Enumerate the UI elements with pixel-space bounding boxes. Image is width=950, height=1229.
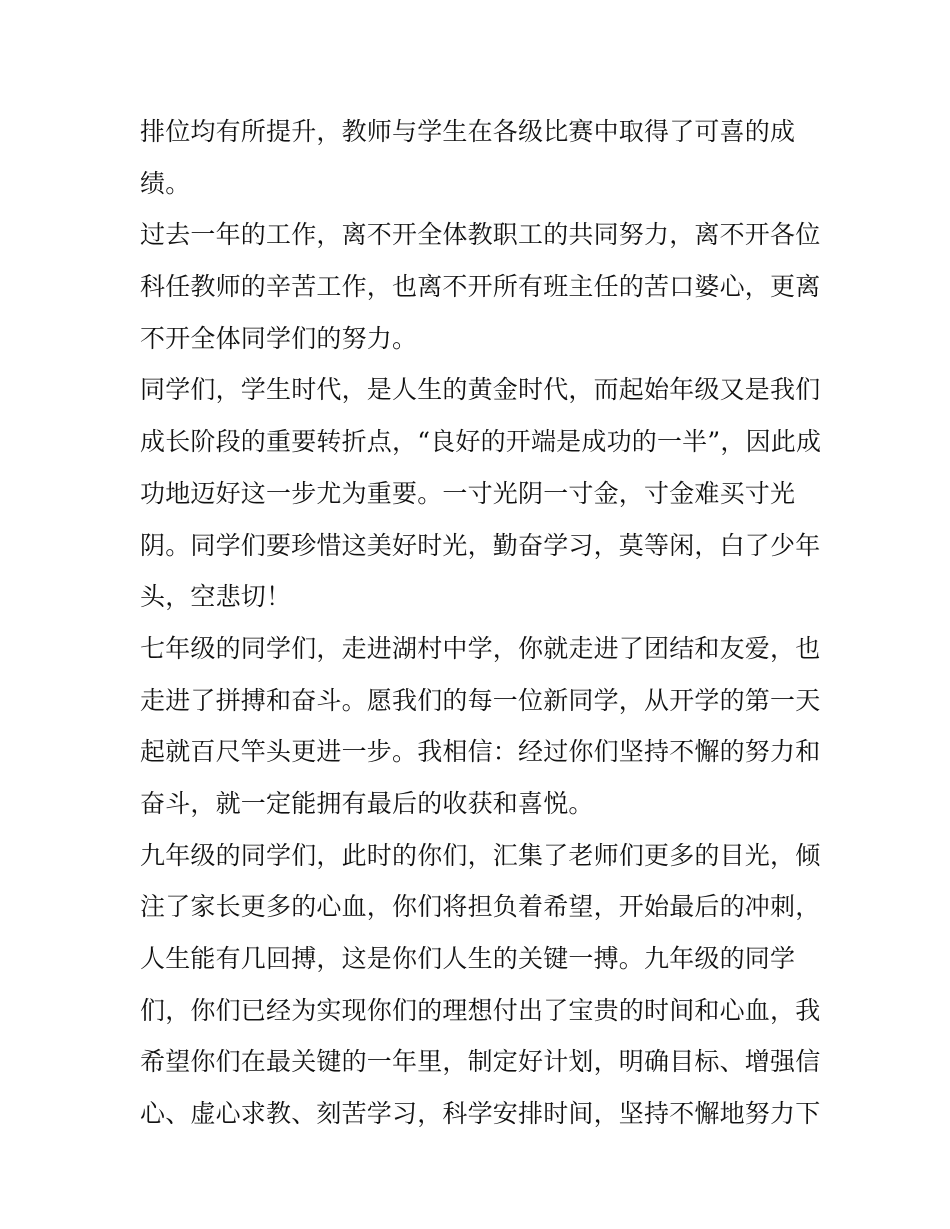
text-line: 排位均有所提升，教师与学生在各级比赛中取得了可喜的成 bbox=[140, 117, 796, 146]
text-line: 同学们，学生时代，是人生的黄金时代，而起始年级又是我们 bbox=[140, 375, 821, 405]
text-line: 阴。同学们要珍惜这美好时光，勤奋学习，莫等闲，白了少年 bbox=[140, 530, 821, 560]
text-line: 功地迈好这一步尤为重要。一寸光阴一寸金，寸金难买寸光 bbox=[140, 478, 796, 508]
text-line: 心、虚心求教、刻苦学习，科学安排时间，坚持不懈地努力下 bbox=[140, 1099, 821, 1129]
text-line: 们，你们已经为实现你们的理想付出了宝贵的时间和心血，我 bbox=[140, 995, 821, 1025]
text-line: 注了家长更多的心血，你们将担负着希望，开始最后的冲刺， bbox=[140, 892, 821, 922]
document-body bbox=[140, 106, 820, 1140]
text-line: 希望你们在最关键的一年里，制定好计划，明确目标、增强信 bbox=[140, 1047, 821, 1077]
text-line: 过去一年的工作，离不开全体教职工的共同努力，离不开各位 bbox=[140, 220, 821, 250]
text-line: 七年级的同学们，走进湖村中学，你就走进了团结和友爱，也 bbox=[140, 633, 821, 663]
text-line: 九年级的同学们，此时的你们，汇集了老师们更多的目光，倾 bbox=[140, 840, 821, 870]
text-line: 科任教师的辛苦工作，也离不开所有班主任的苦口婆心，更离 bbox=[140, 272, 821, 302]
text-line: 起就百尺竿头更进一步。我相信：经过你们坚持不懈的努力和 bbox=[140, 737, 821, 767]
text-line: 走进了拼搏和奋斗。愿我们的每一位新同学，从开学的第一天 bbox=[140, 685, 821, 715]
text-line: 人生能有几回搏，这是你们人生的关键一搏。九年级的同学 bbox=[140, 944, 796, 973]
text-line: 绩。 bbox=[140, 168, 191, 198]
text-line: 不开全体同学们的努力。 bbox=[140, 323, 418, 353]
text-line: 头，空悲切！ bbox=[140, 582, 292, 612]
text-line: 奋斗，就一定能拥有最后的收获和喜悦。 bbox=[140, 788, 594, 818]
text-line: 成长阶段的重要转折点，“良好的开端是成功的一半”，因此成 bbox=[140, 427, 822, 457]
